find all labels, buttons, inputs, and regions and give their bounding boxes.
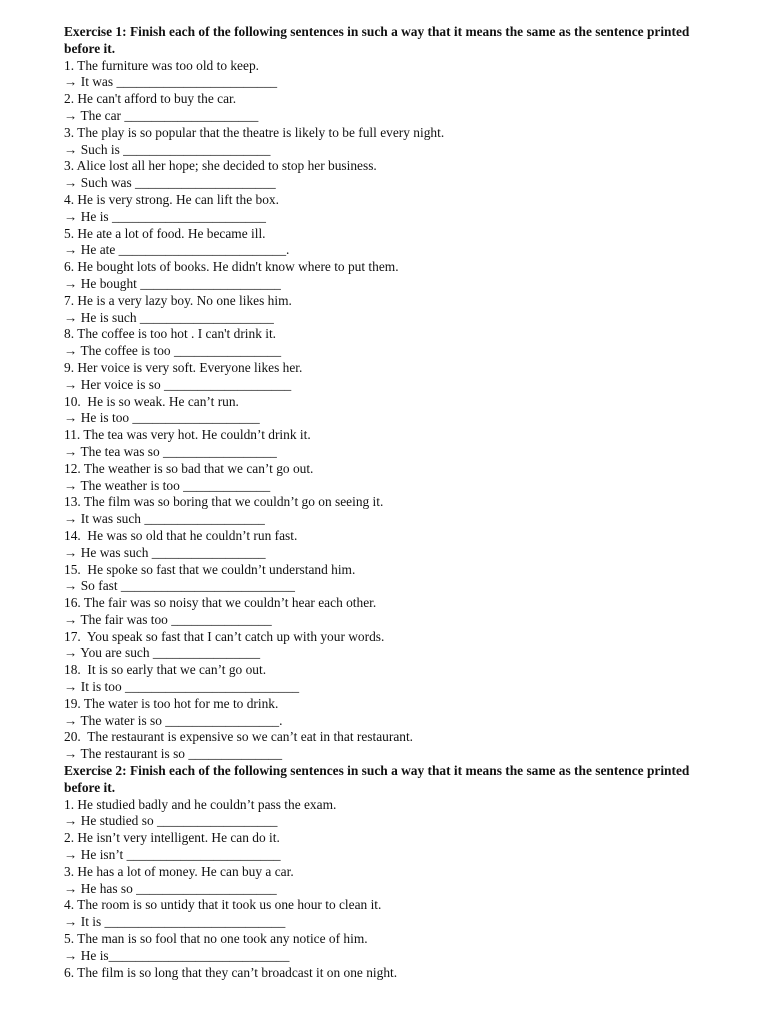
question-sentence: 4. The room is so untidy that it took us one hour to clean it. [64,897,382,913]
answer-prompt: → The car ____________________ [64,107,259,123]
answer-prompt: → The tea was so _________________ [64,443,277,459]
answer-prompt: → He is too ___________________ [64,410,260,426]
question-sentence: 1. The furniture was too old to keep. [64,57,259,73]
answer-prompt: → He ate _________________________. [64,242,290,258]
answer-prompt: → He bought _____________________ [64,275,281,291]
question-sentence: 3. He has a lot of money. He can buy a car. [64,863,294,879]
question-sentence: 14. He was so old that he couldn’t run fast. [64,527,298,543]
answer-prompt: → The fair was too _______________ [64,611,272,627]
question-sentence: 3. The play is so popular that the theatre is likely to be full every night. [64,124,445,140]
question-sentence: 2. He can't afford to buy the car. [64,91,237,107]
question-sentence: 17. You speak so fast that I can’t catch up with your words. [64,628,385,644]
answer-prompt: → The water is so _________________. [64,712,283,728]
answer-prompt: → He studied so __________________ [64,813,278,829]
question-sentence: 1. He studied badly and he couldn’t pass the exam. [64,796,337,812]
question-sentence: 5. The man is so fool that no one took any notice of him. [64,931,368,947]
question-sentence: 13. The film was so boring that we couldn’t go on seeing it. [64,494,384,510]
question-sentence: 8. The coffee is too hot . I can't drink it. [64,326,277,342]
answer-prompt: → Such is ______________________ [64,141,271,157]
answer-prompt: → He is such ____________________ [64,309,274,325]
answer-prompt: → The weather is too _____________ [64,477,271,493]
question-sentence: 20. The restaurant is expensive so we can’t eat in that restaurant. [64,729,414,745]
exercise-1-heading: Exercise 1: Finish each of the following sentences in such a way that it means the same as the sentence printed before it. [64,24,690,56]
question-sentence: 19. The water is too hot for me to drink. [64,695,279,711]
answer-prompt: → It is too __________________________ [64,679,300,695]
question-sentence: 3. Alice lost all her hope; she decided to stop her business. [64,158,377,174]
question-sentence: 11. The tea was very hot. He couldn’t drink it. [64,427,311,443]
answer-prompt: → So fast __________________________ [64,578,295,594]
answer-prompt: → You are such ________________ [64,645,261,661]
question-sentence: 18. It is so early that we can’t go out. [64,662,267,678]
answer-prompt: → He has so _____________________ [64,880,277,896]
answer-prompt: → It was such __________________ [64,511,265,527]
answer-prompt: → The restaurant is so ______________ [64,746,283,762]
answer-prompt: → It was ________________________ [64,74,278,90]
answer-prompt: → He is___________________________ [64,947,290,963]
question-sentence: 15. He spoke so fast that we couldn’t understand him. [64,561,356,577]
question-sentence: 7. He is a very lazy boy. No one likes him. [64,292,292,308]
question-sentence: 2. He isn’t very intelligent. He can do it. [64,830,280,846]
answer-prompt: → The coffee is too ________________ [64,343,282,359]
answer-prompt: → It is ___________________________ [64,914,286,930]
question-sentence: 5. He ate a lot of food. He became ill. [64,225,266,241]
question-sentence: 12. The weather is so bad that we can’t go out. [64,460,314,476]
exercise-2 [64,763,694,981]
exercise-1 [64,24,694,763]
question-sentence: 9. Her voice is very soft. Everyone likes her. [64,359,303,375]
exercise-1-items [64,58,694,763]
exercise-2-items [64,797,694,982]
question-sentence: 6. He bought lots of books. He didn't know where to put them. [64,259,399,275]
question-sentence: 4. He is very strong. He can lift the box. [64,191,279,207]
answer-prompt: → He was such _________________ [64,544,266,560]
question-sentence: 6. The film is so long that they can’t broadcast it on one night. [64,964,398,980]
answer-prompt: → Such was _____________________ [64,175,276,191]
answer-prompt: → He isn’t _______________________ [64,847,281,863]
question-sentence: 16. The fair was so noisy that we couldn’t hear each other. [64,595,377,611]
answer-prompt: → Her voice is so ___________________ [64,376,292,392]
answer-prompt: → He is _______________________ [64,208,266,224]
worksheet-page [64,24,694,981]
question-sentence: 10. He is so weak. He can’t run. [64,393,239,409]
exercise-2-heading: Exercise 2: Finish each of the following sentences in such a way that it means the same as the sentence printed before it. [64,763,690,795]
